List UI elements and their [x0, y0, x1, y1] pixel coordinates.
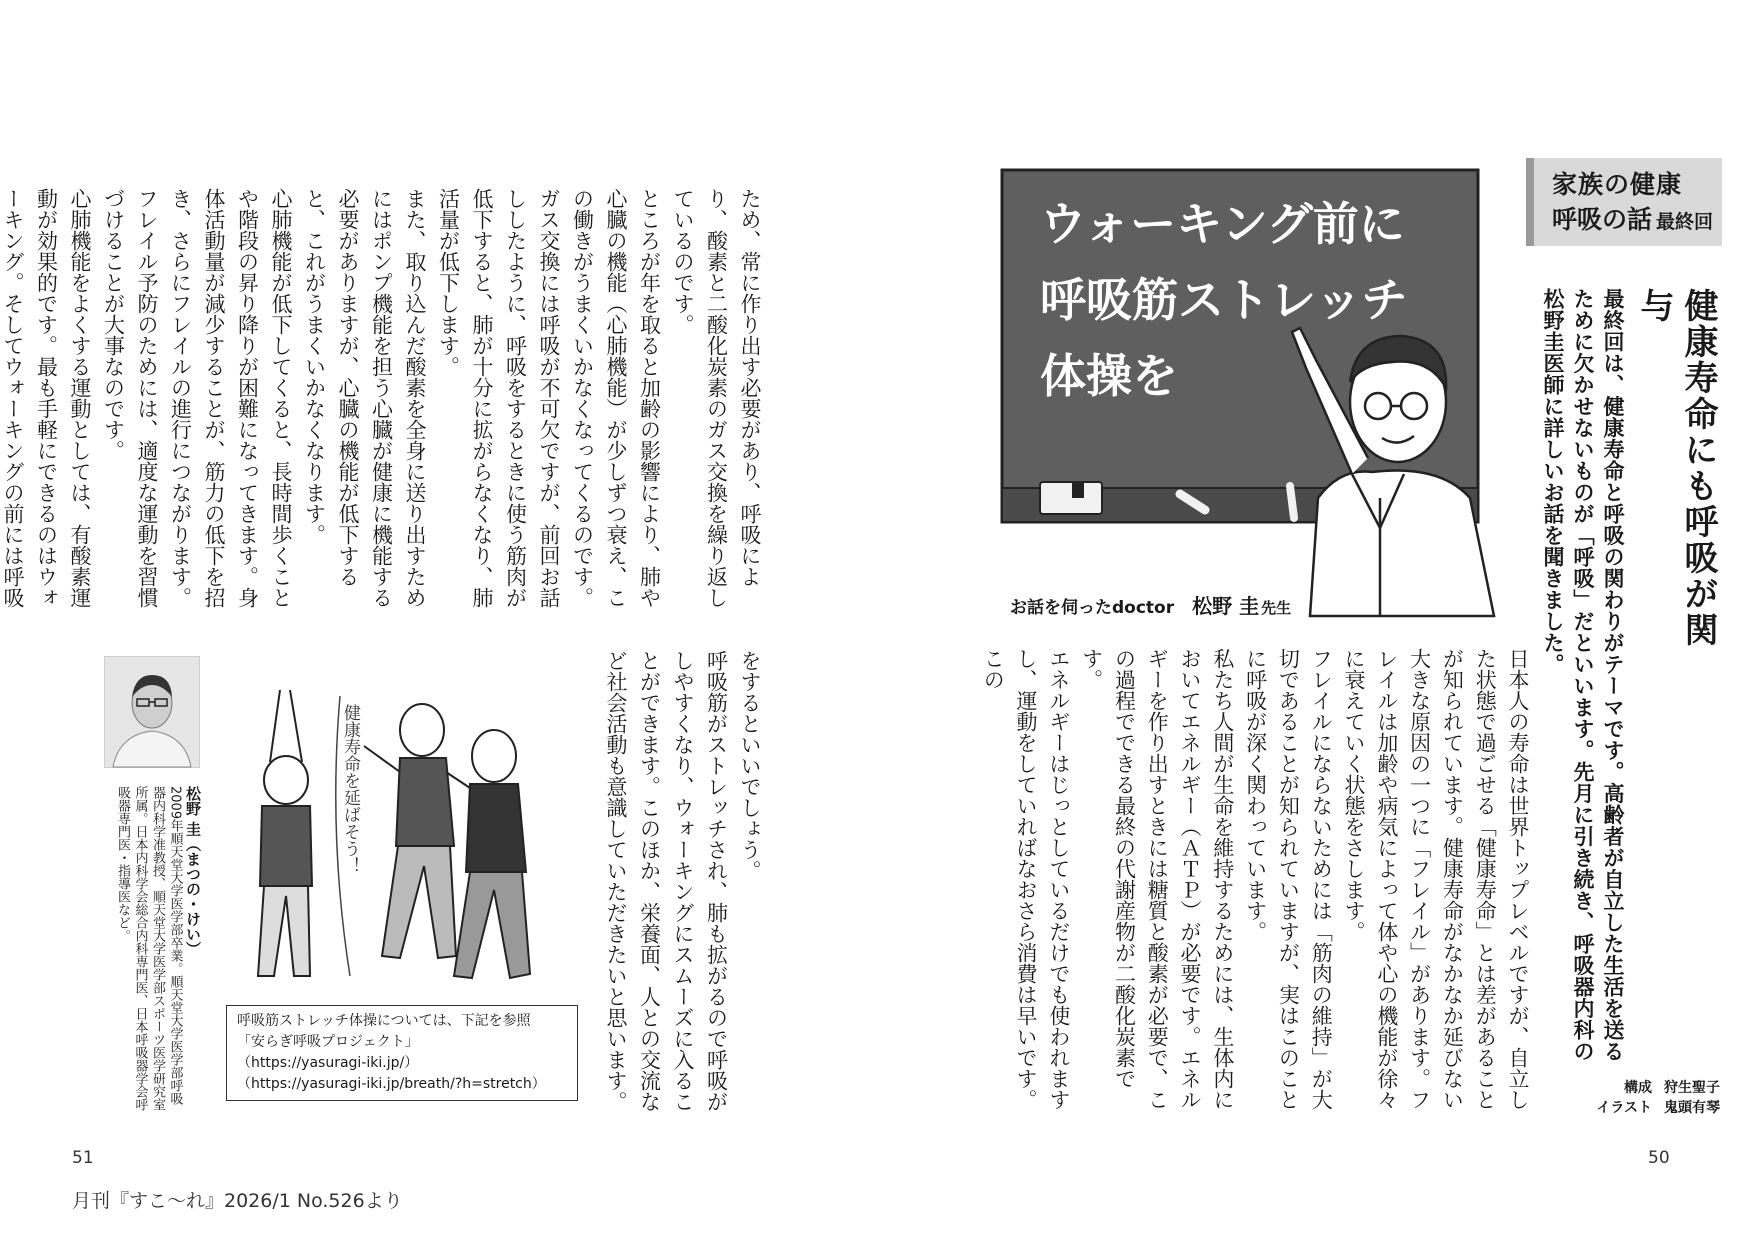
series-subtitle: 呼吸の話 [1552, 205, 1653, 234]
credit-role: イラスト [1596, 1100, 1652, 1116]
article-body-left-bottom: をするといいでしょう。 呼吸筋がストレッチされ、肺も拡がるので呼吸がしやすくなり、ウォーキングにスムーズに入ることができます。このほか、栄養面、人との交流など社会活動も意識していただきたいと思います。 [604, 650, 762, 1112]
credit-name: 鬼頭有琴 [1664, 1100, 1720, 1116]
avatar [105, 657, 199, 767]
person-stretching-icon [258, 690, 312, 976]
chalk-icon [1290, 486, 1294, 518]
reference-box [226, 1005, 578, 1101]
credit-role: 構成 [1624, 1080, 1652, 1096]
eraser-icon [1040, 482, 1102, 514]
series-tab [1526, 158, 1722, 246]
stretching-people-illustration [232, 676, 572, 996]
chalkboard-line-2: 呼吸筋ストレッチ [1040, 273, 1408, 327]
series-final-label: 最終回 [1656, 211, 1714, 233]
credit-name: 狩生聖子 [1664, 1080, 1720, 1096]
article-body-left-top: ため、常に作り出す必要があり、呼吸により、酸素と二酸化炭素のガス交換を繰り返しているのです。 ところが年を取ると加齢の影響により、肺や心臓の機能（心肺機能）が少しずつ衰え、この働きがうまくいかなくなってくるのです。ガス交換には呼吸が不可欠ですが、前回お話ししたように、呼吸をするときに使う筋肉が低下すると、肺が十分に拡がらなくなり、肺活量が低下します。 また、取り込んだ酸素を全身に送り出すためにはポンプ機能を担う心臓が健康に機能する必要がありますが、心臓の機能が低下すると、これがうまくいかなくなります。 心肺機能が低下してくると、長時間歩くことや階段の昇り降りが困難になってきます。身体活動量が減少することが、筋力の低下を招き、さらにフレイルの進行につながります。フレイル予防のためには、適度な運動を習慣づけることが大事なのです。 心肺機能をよくする運動としては、有酸素運動が効果的です。最も手軽にできるのはウォーキング。そしてウォーキングの前には呼吸 [1, 188, 762, 608]
bio-name: 松野 圭（まつの・けい） [184, 786, 202, 957]
series-subtitle-row [1552, 202, 1722, 240]
credit-illustrator [1540, 1098, 1720, 1118]
page-number-left: 51 [72, 1148, 94, 1168]
article-headline: 健康寿命にも呼吸が関与 [1634, 288, 1718, 648]
reference-project-name: 「安らぎ呼吸プロジェクト」 [237, 1034, 419, 1050]
article-lead: 最終回は、健康寿命と呼吸の関わりがテーマです。高齢者が自立した生活を送るために欠かせないものが「呼吸」だといいます。先月に引き続き、呼吸器内科の松野圭医師に詳しいお話を聞きました。 [1541, 288, 1625, 1062]
reference-url-breath: （https://yasuragi-iki.jp/breath/?h=stretch） [237, 1076, 546, 1092]
doctor-caption-prefix: お話を伺ったdoctor [1010, 598, 1175, 618]
reference-url-top: （https://yasuragi-iki.jp/） [237, 1055, 419, 1071]
person-walking-icon [454, 730, 530, 978]
chalkboard-line-1: ウォーキング前に [1040, 197, 1405, 251]
doctor-caption [1010, 590, 1291, 619]
illustration-slogan: 健康寿命を延ばそう！ [340, 704, 360, 874]
bio-text: 2009年順天堂大学医学部卒業。順天堂大学医学部呼吸器内科学准教授、順天堂大学医学部スポーツ医学研究室所属。日本内科学会総合内科専門医、日本呼吸器学会呼吸器専門医・指導医など。 [115, 786, 183, 1111]
reference-intro: 呼吸筋ストレッチ体操については、下記を参照 [237, 1013, 531, 1029]
chalkboard-line-3: 体操を [1040, 349, 1178, 403]
credits [1540, 1078, 1720, 1118]
doctor-bio [96, 786, 202, 1116]
doctor-photo [104, 656, 200, 768]
series-title: 家族の健康 [1552, 170, 1683, 199]
source-citation: 月刊『すこ～れ』2026/1 No.526より [72, 1190, 403, 1212]
page-number-right: 50 [1648, 1148, 1670, 1168]
credit-editor [1540, 1078, 1720, 1098]
doctor-name: 松野 圭 [1192, 594, 1260, 618]
chalkboard-doctor-illustration [1000, 168, 1498, 616]
doctor-honorific: 先生 [1261, 599, 1292, 617]
article-body-right: 日本人の寿命は世界トップレベルですが、自立した状態で過ごせる「健康寿命」とは差があることが知られています。健康寿命がなかなか延びない大きな原因の一つに「フレイル」があります。フレイルは加齢や病気によって体や心の機能が徐々に衰えていく状態をさします。 フレイルにならないためには「筋肉の維持」が大切であることが知られていますが、実はこのことに呼吸が深く関わっています。 私たち人間が生命を維持するためには、生体内においてエネルギー（ＡＴＰ）が必要です。エネルギーを作り出すときには糖質と酸素が必要で、この過程でできる最終の代謝産物が二酸化炭素です。 エネルギーはじっとしているだけでも使われますし、運動をしていればなおさら消費は早いです。この [981, 648, 1530, 1110]
